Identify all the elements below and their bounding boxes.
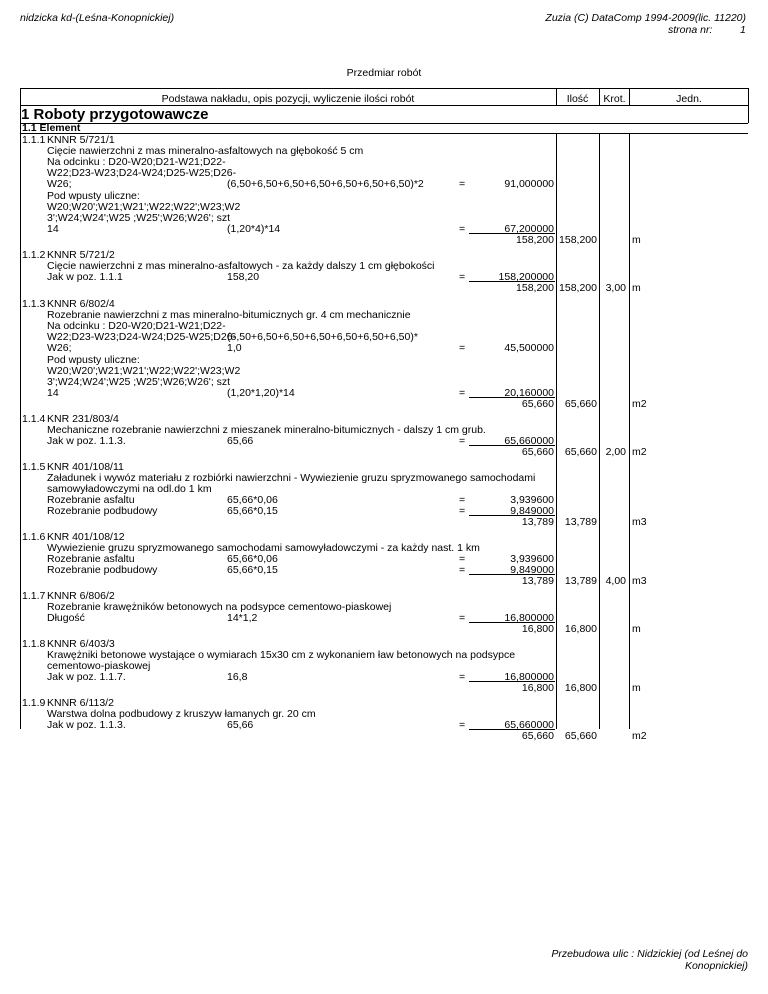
calc-formula: 65,66 — [227, 435, 254, 447]
section-number: 1 — [21, 106, 30, 123]
subsection-title: Element — [39, 122, 81, 134]
calc-formula: 65,66*0,06 — [227, 553, 278, 565]
item-code: KNR 231/803/4 — [47, 413, 119, 425]
item-total: 65,660 — [521, 446, 554, 458]
item-description-cont: samowyładowczymi na odl.do 1 km — [47, 483, 212, 495]
item-code: KNR 401/108/12 — [47, 531, 125, 543]
item-code: KNNR 6/806/2 — [47, 590, 115, 602]
item-qty: 158,200 — [559, 234, 597, 246]
calc-equals: = — [459, 612, 466, 624]
calc-text: Pod wpusty uliczne: — [47, 190, 140, 202]
calc-text: Na odcinku : D20-W20;D21-W21;D22- — [47, 156, 226, 168]
item-number: 1.1.4 — [22, 413, 46, 425]
calc-text: Pod wpusty uliczne: — [47, 354, 140, 366]
item-mult: 2,00 — [605, 446, 626, 458]
col-header-mult: Krot. — [603, 93, 626, 105]
header-right: Zuzia (C) DataComp 1994-2009(lic. 11220) — [545, 12, 746, 24]
calc-formula: (1,20*1,20)*14 — [227, 387, 295, 399]
item-number: 1.1.9 — [22, 697, 46, 709]
calc-text: 3';W24;W24';W25 ;W25';W26;W26'; szt — [47, 376, 231, 388]
calc-text: Jak w poz. 1.1.7. — [47, 671, 126, 683]
item-code: KNR 401/108/11 — [47, 461, 124, 473]
item-description: Rozebranie krawężników betonowych na podsypce cementowo-piaskowej — [47, 601, 392, 613]
calc-value: 3,939600 — [510, 553, 554, 565]
item-unit: m2 — [632, 398, 647, 410]
calc-equals: = — [459, 178, 466, 190]
calc-equals: = — [459, 387, 466, 399]
item-number: 1.1.3 — [22, 298, 46, 310]
calc-text: Rozebranie asfaltu — [47, 494, 135, 506]
calc-value: 3,939600 — [510, 494, 554, 506]
item-description: Załadunek i wywóz materiału z rozbiórki nawierzchni - Wywiezienie gruzu spryzmowanego samochodami — [47, 472, 536, 484]
item-code: KNNR 5/721/2 — [47, 249, 115, 261]
item-code: KNNR 6/113/2 — [47, 697, 114, 709]
item-qty: 13,789 — [564, 575, 597, 587]
item-number: 1.1.1 — [22, 134, 46, 146]
item-description: Cięcie nawierzchni z mas mineralno-asfaltowych na głębokość 5 cm — [47, 145, 364, 157]
calc-equals: = — [459, 271, 466, 283]
calc-value: 67,200000 — [504, 223, 554, 235]
item-mult: 4,00 — [605, 575, 626, 587]
calc-equals: = — [459, 671, 466, 683]
item-unit: m3 — [632, 516, 647, 528]
item-number: 1.1.5 — [22, 461, 46, 473]
calc-formula: 158,20 — [227, 271, 260, 283]
item-total: 65,660 — [521, 398, 554, 410]
calc-text: Rozebranie asfaltu — [47, 553, 135, 565]
item-qty: 65,660 — [564, 730, 597, 742]
item-unit: m3 — [632, 575, 647, 587]
item-number: 1.1.2 — [22, 249, 46, 261]
item-total: 158,200 — [516, 282, 554, 294]
item-total: 65,660 — [521, 730, 554, 742]
calc-value: 65,660000 — [504, 435, 554, 447]
item-qty: 65,660 — [564, 446, 597, 458]
calc-equals: = — [459, 223, 466, 235]
section-title: Roboty przygotowawcze — [33, 106, 209, 123]
calc-text: Rozebranie podbudowy — [47, 564, 158, 576]
calc-formula: 65,66*0,15 — [227, 505, 278, 517]
calc-value: 16,800000 — [504, 671, 554, 683]
item-unit: m — [632, 682, 641, 694]
calc-equals: = — [459, 494, 466, 506]
doc-title: Przedmiar robót — [346, 67, 422, 79]
calc-formula: 65,66*0,15 — [227, 564, 278, 576]
subsection-heading — [22, 123, 80, 134]
calc-text: Jak w poz. 1.1.3. — [47, 719, 126, 731]
calc-formula: (1,20*4)*14 — [227, 223, 281, 235]
calc-text: Rozebranie podbudowy — [47, 505, 158, 517]
item-total: 16,800 — [521, 682, 554, 694]
item-mult: 3,00 — [605, 282, 626, 294]
item-total: 13,789 — [521, 575, 554, 587]
calc-formula: 65,66*0,06 — [227, 494, 278, 506]
item-code: KNNR 6/802/4 — [47, 298, 115, 310]
col-header-qty: Ilość — [566, 93, 589, 105]
item-number: 1.1.6 — [22, 531, 46, 543]
calc-equals: = — [459, 342, 466, 354]
calc-text: Na odcinku : D20-W20;D21-W21;D22- — [47, 320, 226, 332]
calc-text: 14 — [47, 387, 59, 399]
item-description: Wywiezienie gruzu spryzmowanego samochodami samowyładowczymi - za każdy nast. 1 km — [47, 542, 480, 554]
calc-equals: = — [459, 435, 466, 447]
calc-text: W22;D23-W23;D24-W24;D25-W25;D26- — [47, 167, 237, 179]
calc-equals: = — [459, 505, 466, 517]
header-left: nidzicka kd-(Leśna-Konopnickiej) — [20, 12, 175, 24]
col-header-unit: Jedn. — [676, 93, 702, 105]
item-total: 16,800 — [521, 623, 554, 635]
section-heading — [21, 107, 209, 123]
calc-formula: 14*1,2 — [227, 612, 258, 624]
item-description: Mechaniczne rozebranie nawierzchni z mieszanek mineralno-bitumicznych - dalszy 1 cm grub. — [47, 424, 486, 436]
calc-formula: (6,50+6,50+6,50+6,50+6,50+6,50+6,50)*2 — [227, 178, 424, 190]
item-qty: 158,200 — [559, 282, 597, 294]
item-unit: m — [632, 282, 641, 294]
item-unit: m2 — [632, 730, 647, 742]
subsection-number: 1.1 — [22, 122, 37, 134]
calc-value: 65,660000 — [504, 719, 554, 731]
calc-text: W20;W20';W21;W21';W22;W22';W23;W2 — [47, 201, 241, 213]
item-qty: 13,789 — [564, 516, 597, 528]
calc-text: W22;D23-W23;D24-W24;D25-W25;D26- — [47, 331, 237, 343]
item-code: KNNR 6/403/3 — [47, 638, 115, 650]
item-qty: 16,800 — [564, 623, 597, 635]
calc-value: 45,500000 — [504, 342, 554, 354]
item-description: Cięcie nawierzchni z mas mineralno-asfaltowych - za każdy dalszy 1 cm głębokości — [47, 260, 435, 272]
calc-text: 14 — [47, 223, 59, 235]
item-description: Rozebranie nawierzchni z mas mineralno-bitumicznych gr. 4 cm mechanicznie — [47, 309, 411, 321]
calc-value: 20,160000 — [504, 387, 554, 399]
calc-value: 16,800000 — [504, 612, 554, 624]
item-code: KNNR 5/721/1 — [47, 134, 115, 146]
calc-value: 9,849000 — [510, 505, 554, 517]
calc-formula: 1,0 — [227, 342, 242, 354]
calc-text: W20;W20';W21;W21';W22;W22';W23;W2 — [47, 365, 241, 377]
calc-formula: 16,8 — [227, 671, 248, 683]
item-total: 158,200 — [516, 234, 554, 246]
calc-text: W26; — [47, 178, 72, 190]
footer-line-1: Przebudowa ulic : Nidzickiej (od Leśnej do — [551, 948, 748, 960]
item-unit: m — [632, 234, 641, 246]
calc-value: 9,849000 — [510, 564, 554, 576]
calc-value: 91,000000 — [504, 178, 554, 190]
calc-text: Jak w poz. 1.1.3. — [47, 435, 126, 447]
calc-equals: = — [459, 553, 466, 565]
calc-text: W26; — [47, 342, 72, 354]
calc-formula: 65,66 — [227, 719, 254, 731]
item-number: 1.1.7 — [22, 590, 46, 602]
item-description: Warstwa dolna podbudowy z kruszyw łamanych gr. 20 cm — [47, 708, 316, 720]
item-description: Krawężniki betonowe wystające o wymiarach 15x30 cm z wykonaniem ław betonowych na podsypce — [47, 649, 516, 661]
item-number: 1.1.8 — [22, 638, 46, 650]
calc-equals: = — [459, 564, 466, 576]
calc-text: 3';W24;W24';W25 ;W25';W26;W26'; szt — [47, 212, 231, 224]
page-number-label: strona nr: — [668, 24, 713, 36]
item-unit: m2 — [632, 446, 647, 458]
item-description-cont: cementowo-piaskowej — [47, 660, 151, 672]
item-total: 13,789 — [521, 516, 554, 528]
page-number: 1 — [740, 24, 746, 36]
footer-line-2: Konopnickiej) — [684, 960, 748, 972]
calc-formula: (6,50+6,50+6,50+6,50+6,50+6,50+6,50)* — [227, 331, 418, 343]
calc-value: 158,200000 — [498, 271, 554, 283]
col-header-description: Podstawa nakładu, opis pozycji, wyliczenie ilości robót — [161, 93, 415, 105]
item-qty: 16,800 — [564, 682, 597, 694]
item-qty: 65,660 — [564, 398, 597, 410]
calc-equals: = — [459, 719, 466, 731]
calc-text: Długość — [47, 612, 85, 624]
item-unit: m — [632, 623, 641, 635]
calc-text: Jak w poz. 1.1.1 — [47, 271, 123, 283]
